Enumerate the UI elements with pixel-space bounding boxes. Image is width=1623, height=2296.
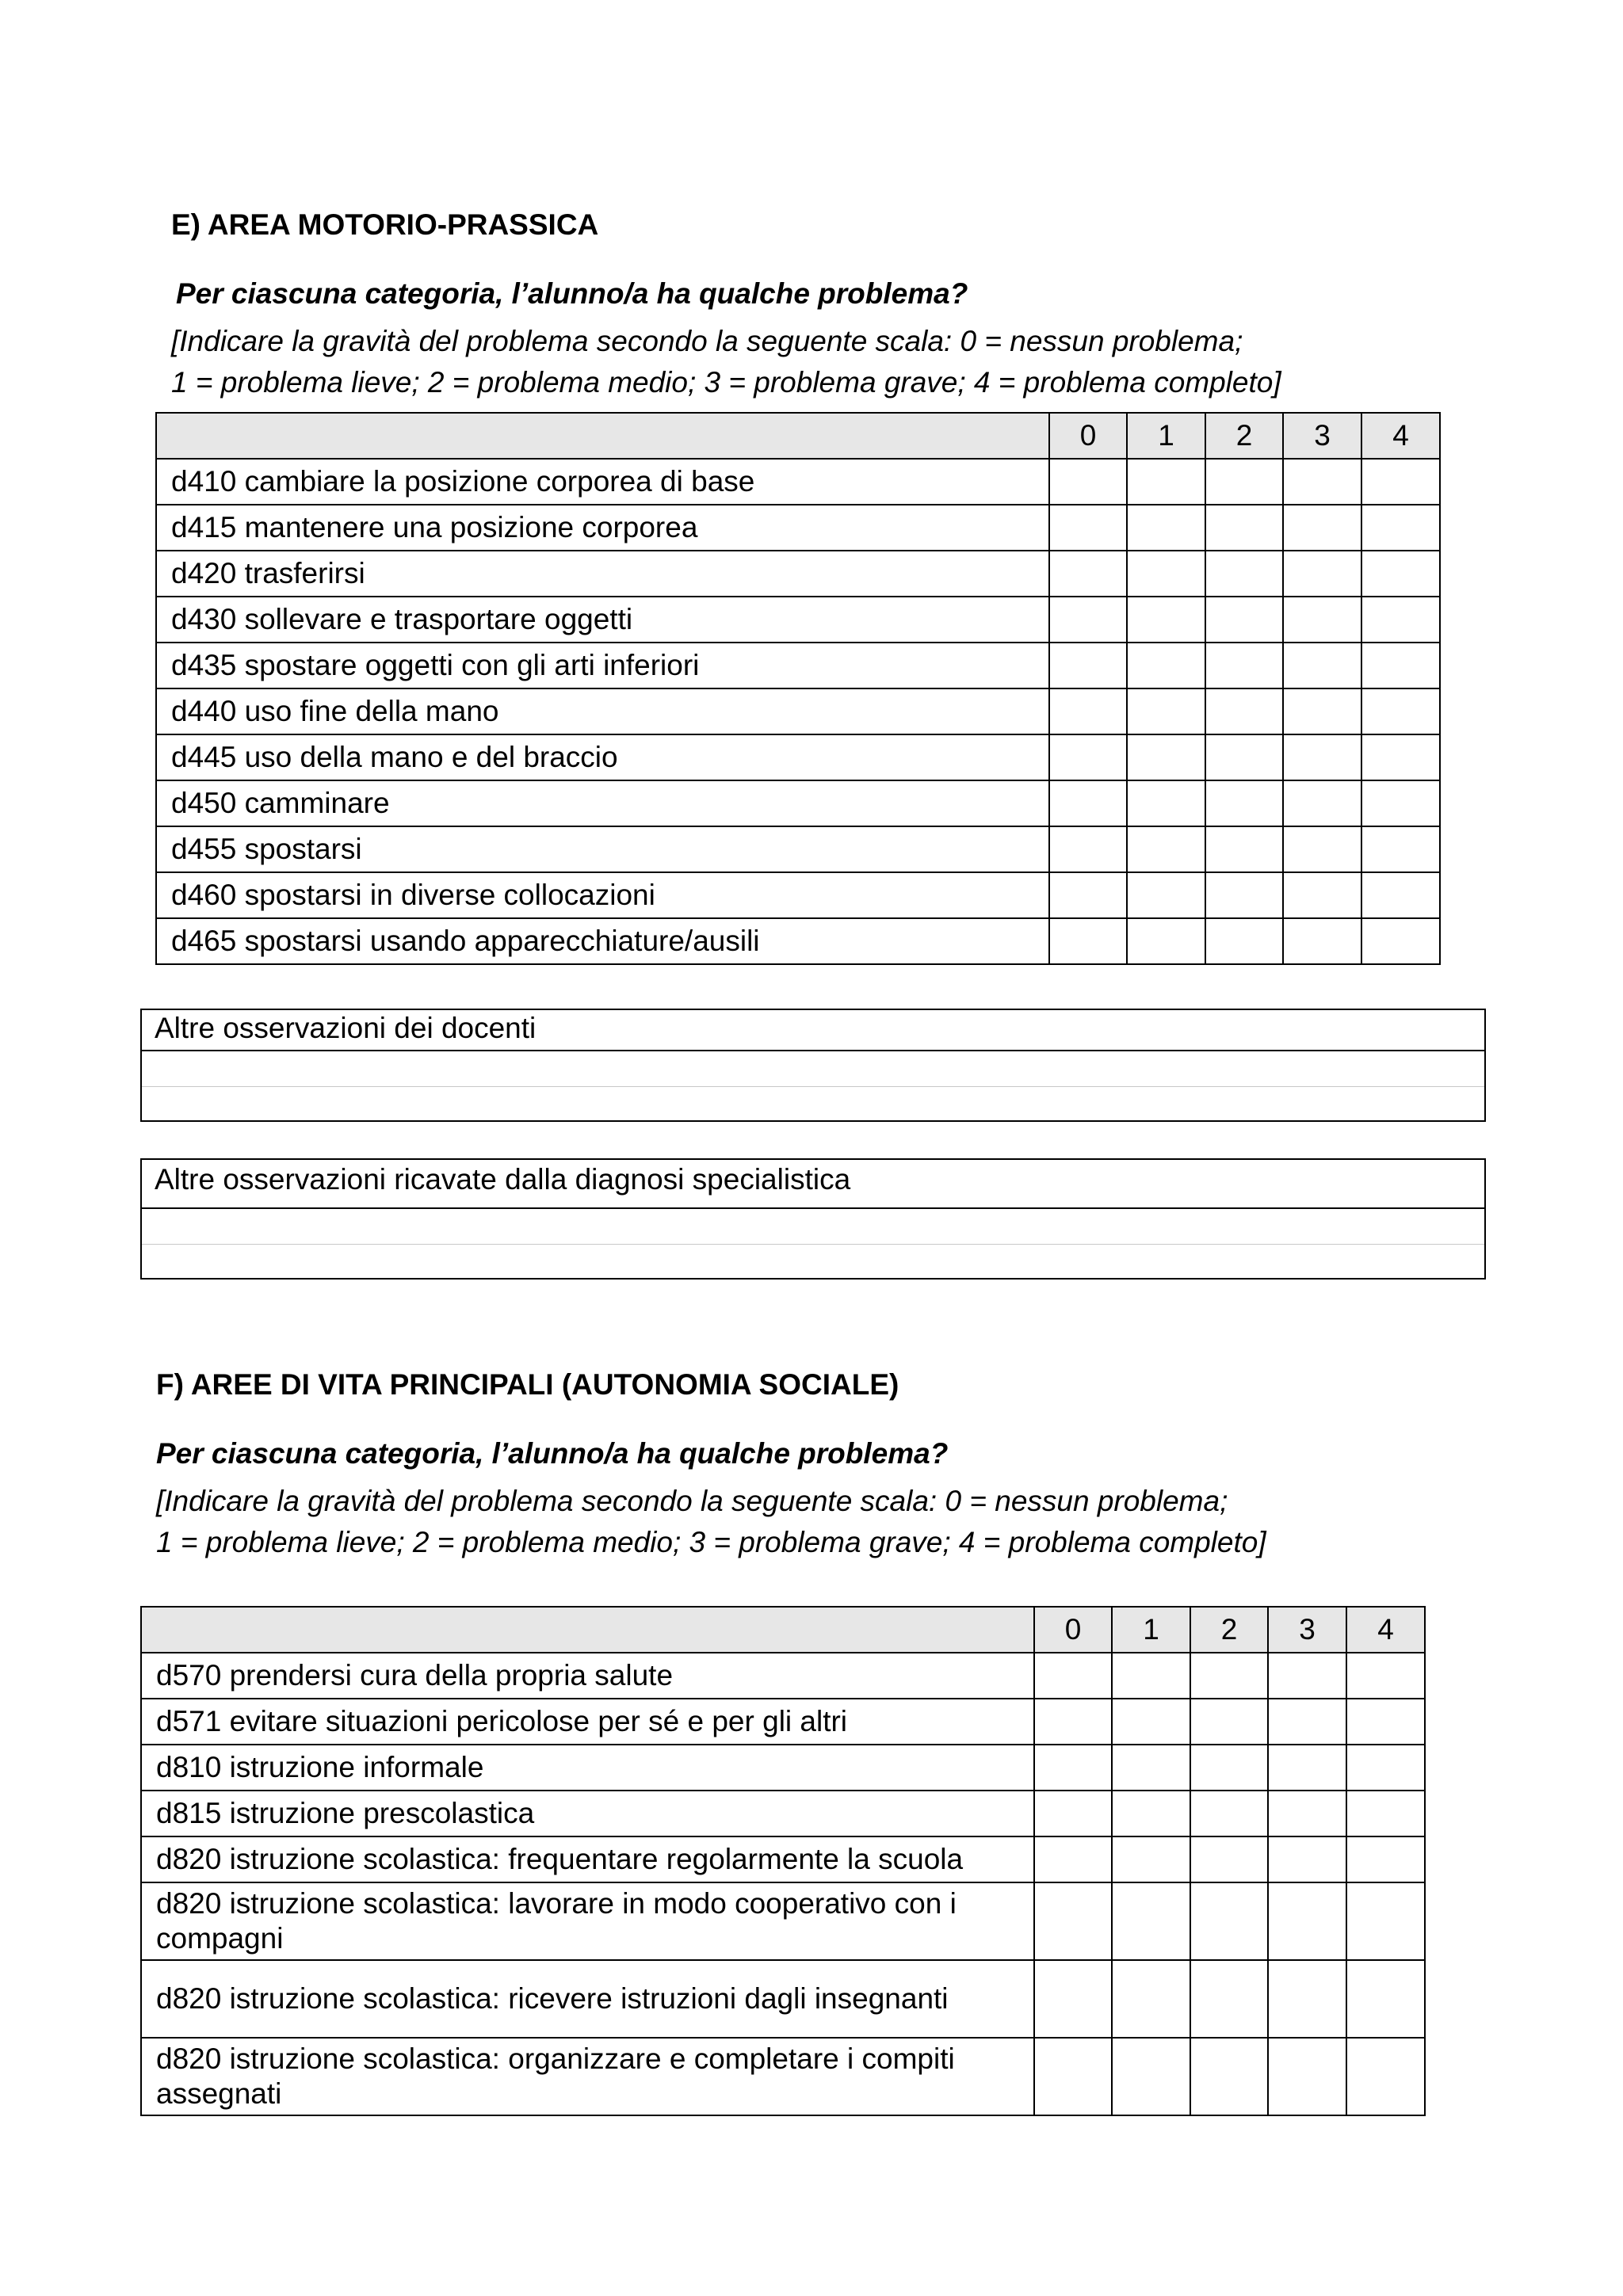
rating-cell-0[interactable] [1049,734,1127,780]
scale-header-0: 0 [1034,1607,1112,1653]
section-e-title: E) AREA MOTORIO-PRASSICA [171,208,599,241]
rating-cell-1[interactable] [1112,2038,1190,2115]
rating-cell-3[interactable] [1283,780,1361,826]
table-row [141,1745,1425,1791]
rating-cell-4[interactable] [1346,2038,1425,2115]
item-label: d460 spostarsi in diverse collocazioni [156,872,1049,918]
rating-cell-0[interactable] [1049,597,1127,643]
diagnosis-observations-line-1[interactable] [142,1209,1484,1245]
rating-cell-1[interactable] [1127,734,1205,780]
table-row [156,643,1440,688]
rating-cell-3[interactable] [1268,1745,1346,1791]
rating-cell-3[interactable] [1268,1699,1346,1745]
rating-cell-4[interactable] [1361,734,1440,780]
rating-cell-3[interactable] [1283,643,1361,688]
rating-cell-2[interactable] [1205,597,1283,643]
item-label: d420 trasferirsi [156,551,1049,597]
table-row [156,688,1440,734]
rating-cell-3[interactable] [1283,918,1361,964]
rating-cell-1[interactable] [1127,459,1205,505]
scale-header-3: 3 [1283,413,1361,459]
table-header-row [156,413,1440,459]
rating-cell-2[interactable] [1190,1960,1268,2038]
rating-cell-2[interactable] [1205,643,1283,688]
scale-header-2: 2 [1205,413,1283,459]
table-row [156,918,1440,964]
teachers-observations-label: Altre osservazioni dei docenti [142,1010,1484,1051]
table-row [156,551,1440,597]
rating-cell-1[interactable] [1127,551,1205,597]
rating-cell-0[interactable] [1049,872,1127,918]
rating-cell-2[interactable] [1205,505,1283,551]
item-label: d410 cambiare la posizione corporea di base [156,459,1049,505]
rating-cell-3[interactable] [1283,826,1361,872]
rating-cell-4[interactable] [1346,1791,1425,1836]
diagnosis-observations-box [140,1158,1486,1280]
rating-cell-0[interactable] [1049,551,1127,597]
rating-cell-2[interactable] [1205,872,1283,918]
section-e-instruction-line2: 1 = problema lieve; 2 = problema medio; 3 = problema grave; 4 = problema completo] [171,366,1281,399]
rating-cell-1[interactable] [1127,643,1205,688]
scale-header-0: 0 [1049,413,1127,459]
rating-cell-3[interactable] [1268,1791,1346,1836]
table-row [156,872,1440,918]
section-f-instruction-line1: [Indicare la gravità del problema secondo la seguente scala: 0 = nessun problema; [156,1485,1228,1517]
rating-cell-3[interactable] [1283,734,1361,780]
rating-cell-4[interactable] [1361,780,1440,826]
diagnosis-observations-line-2[interactable] [142,1245,1484,1278]
rating-cell-0[interactable] [1034,1653,1112,1699]
rating-cell-2[interactable] [1190,1882,1268,1960]
rating-cell-3[interactable] [1268,1653,1346,1699]
item-label: d440 uso fine della mano [156,688,1049,734]
rating-cell-2[interactable] [1190,1653,1268,1699]
table-row [141,1882,1425,1960]
rating-cell-0[interactable] [1049,826,1127,872]
rating-cell-4[interactable] [1346,1836,1425,1882]
rating-cell-4[interactable] [1361,459,1440,505]
rating-cell-0[interactable] [1034,1791,1112,1836]
scale-header-4: 4 [1346,1607,1425,1653]
rating-cell-0[interactable] [1049,643,1127,688]
teachers-observations-line-1[interactable] [142,1051,1484,1087]
section-e-question: Per ciascuna categoria, l’alunno/a ha qualche problema? [176,277,968,310]
rating-cell-3[interactable] [1283,597,1361,643]
rating-cell-1[interactable] [1127,826,1205,872]
table-row [156,597,1440,643]
rating-cell-1[interactable] [1112,1836,1190,1882]
table-row [141,2038,1425,2115]
scale-header-1: 1 [1127,413,1205,459]
rating-cell-4[interactable] [1346,1745,1425,1791]
rating-cell-4[interactable] [1346,1882,1425,1960]
rating-cell-4[interactable] [1361,826,1440,872]
rating-cell-2[interactable] [1205,918,1283,964]
rating-cell-3[interactable] [1283,872,1361,918]
item-label: d820 istruzione scolastica: frequentare regolarmente la scuola [141,1836,1034,1882]
table-row [156,826,1440,872]
section-f-title: F) AREE DI VITA PRINCIPALI (AUTONOMIA SOCIALE) [156,1368,899,1401]
rating-cell-3[interactable] [1268,1836,1346,1882]
item-label: d820 istruzione scolastica: organizzare e completare i compiti assegnati [141,2038,1034,2115]
item-label: d820 istruzione scolastica: lavorare in modo cooperativo con i compagni [141,1882,1034,1960]
rating-cell-2[interactable] [1205,459,1283,505]
table-row [141,1836,1425,1882]
item-label: d435 spostare oggetti con gli arti inferiori [156,643,1049,688]
rating-cell-1[interactable] [1112,1791,1190,1836]
table-row [141,1653,1425,1699]
item-label: d810 istruzione informale [141,1745,1034,1791]
rating-cell-4[interactable] [1346,1699,1425,1745]
table-row [156,780,1440,826]
section-e-rating-table [155,412,1441,965]
rating-cell-0[interactable] [1034,1699,1112,1745]
header-empty-cell [141,1607,1034,1653]
teachers-observations-box [140,1009,1486,1122]
table-row [141,1960,1425,2038]
item-label: d815 istruzione prescolastica [141,1791,1034,1836]
table-row [156,505,1440,551]
rating-cell-3[interactable] [1268,1882,1346,1960]
rating-cell-3[interactable] [1283,551,1361,597]
item-label: d570 prendersi cura della propria salute [141,1653,1034,1699]
item-label: d820 istruzione scolastica: ricevere istruzioni dagli insegnanti [141,1960,1034,2038]
rating-cell-2[interactable] [1190,2038,1268,2115]
diagnosis-observations-label: Altre osservazioni ricavate dalla diagnosi specialistica [142,1160,1484,1209]
section-f-rating-table [140,1606,1426,2116]
item-label: d465 spostarsi usando apparecchiature/ausili [156,918,1049,964]
scale-header-4: 4 [1361,413,1440,459]
rating-cell-4[interactable] [1346,1653,1425,1699]
item-label: d445 uso della mano e del braccio [156,734,1049,780]
header-empty-cell [156,413,1049,459]
section-e-instruction-line1: [Indicare la gravità del problema secondo la seguente scala: 0 = nessun problema; [171,325,1243,357]
rating-cell-0[interactable] [1049,918,1127,964]
table-row [156,459,1440,505]
rating-cell-4[interactable] [1361,597,1440,643]
scale-header-1: 1 [1112,1607,1190,1653]
rating-cell-1[interactable] [1112,1699,1190,1745]
table-row [141,1699,1425,1745]
rating-cell-2[interactable] [1190,1699,1268,1745]
item-label: d415 mantenere una posizione corporea [156,505,1049,551]
rating-cell-2[interactable] [1190,1745,1268,1791]
item-label: d430 sollevare e trasportare oggetti [156,597,1049,643]
rating-cell-1[interactable] [1127,688,1205,734]
rating-cell-1[interactable] [1127,597,1205,643]
rating-cell-1[interactable] [1127,918,1205,964]
rating-cell-1[interactable] [1112,1960,1190,2038]
rating-cell-3[interactable] [1268,2038,1346,2115]
rating-cell-2[interactable] [1205,826,1283,872]
section-f-question: Per ciascuna categoria, l’alunno/a ha qualche problema? [156,1437,949,1470]
rating-cell-4[interactable] [1361,688,1440,734]
rating-cell-3[interactable] [1283,459,1361,505]
rating-cell-1[interactable] [1112,1882,1190,1960]
rating-cell-0[interactable] [1049,459,1127,505]
rating-cell-0[interactable] [1049,688,1127,734]
item-label: d455 spostarsi [156,826,1049,872]
rating-cell-1[interactable] [1127,780,1205,826]
rating-cell-4[interactable] [1361,551,1440,597]
rating-cell-4[interactable] [1361,643,1440,688]
rating-cell-3[interactable] [1283,688,1361,734]
rating-cell-2[interactable] [1205,551,1283,597]
rating-cell-4[interactable] [1361,505,1440,551]
rating-cell-2[interactable] [1205,734,1283,780]
rating-cell-4[interactable] [1361,918,1440,964]
rating-cell-0[interactable] [1034,1882,1112,1960]
rating-cell-2[interactable] [1205,780,1283,826]
rating-cell-2[interactable] [1190,1791,1268,1836]
table-row [156,734,1440,780]
rating-cell-0[interactable] [1034,1960,1112,2038]
section-f-instruction-line2: 1 = problema lieve; 2 = problema medio; 3 = problema grave; 4 = problema completo] [156,1526,1266,1558]
rating-cell-0[interactable] [1049,505,1127,551]
rating-cell-1[interactable] [1127,872,1205,918]
rating-cell-2[interactable] [1190,1836,1268,1882]
item-label: d571 evitare situazioni pericolose per sé e per gli altri [141,1699,1034,1745]
scale-header-2: 2 [1190,1607,1268,1653]
rating-cell-4[interactable] [1346,1960,1425,2038]
table-header-row [141,1607,1425,1653]
rating-cell-3[interactable] [1283,505,1361,551]
table-row [141,1791,1425,1836]
rating-cell-0[interactable] [1034,2038,1112,2115]
rating-cell-1[interactable] [1112,1653,1190,1699]
rating-cell-1[interactable] [1112,1745,1190,1791]
rating-cell-0[interactable] [1034,1836,1112,1882]
item-label: d450 camminare [156,780,1049,826]
teachers-observations-line-2[interactable] [142,1087,1484,1120]
rating-cell-3[interactable] [1268,1960,1346,2038]
rating-cell-1[interactable] [1127,505,1205,551]
rating-cell-2[interactable] [1205,688,1283,734]
rating-cell-0[interactable] [1034,1745,1112,1791]
rating-cell-0[interactable] [1049,780,1127,826]
rating-cell-4[interactable] [1361,872,1440,918]
scale-header-3: 3 [1268,1607,1346,1653]
